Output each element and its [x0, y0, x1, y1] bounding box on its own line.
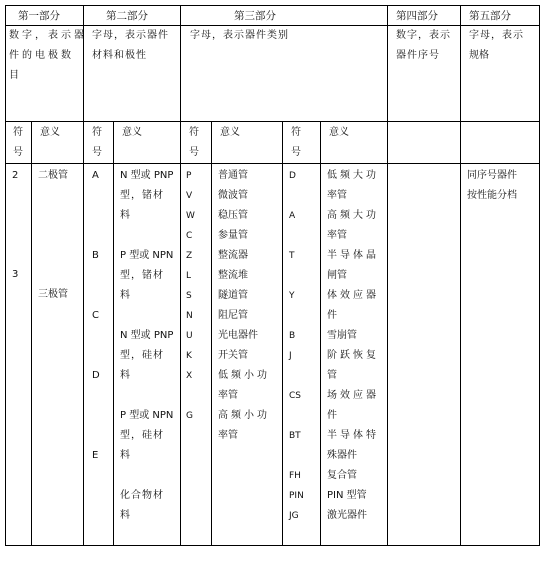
description-part4 [396, 26, 451, 66]
part2-meaning [120, 406, 173, 466]
table-rule [387, 5, 388, 546]
description-line: 字母，表示 [469, 30, 524, 41]
part2-meaning-line: N 型或 PNP [120, 170, 174, 181]
description-line: 字母，表示器件 [92, 30, 169, 41]
part3-meaning: 率管 [218, 430, 238, 441]
part3-meaning: 稳压管 [218, 210, 248, 221]
part3-symbol [289, 446, 304, 466]
description-line: 数字，表示器 [9, 30, 87, 41]
part2-meaning-line: 型，硅材 [120, 350, 164, 361]
part3-meaning: 参量管 [218, 230, 248, 241]
part3-meaning: 体效应器 [327, 290, 379, 301]
subheader-symbol-line: 号 [92, 147, 102, 158]
description-line: 件的电极数 [9, 50, 74, 61]
table-rule [180, 5, 181, 546]
subheader-symbol [13, 123, 23, 163]
part3-meaning: 殊器件 [327, 450, 357, 461]
header-part1: 第一部分 [18, 10, 60, 22]
part3-meaning: 高频大功 [327, 210, 379, 221]
part3-meaning: 场效应器 [327, 390, 379, 401]
part3-symbol: J [289, 351, 292, 361]
part3-meaning: 阻尼管 [218, 310, 248, 321]
part3-meaning: 件 [327, 410, 337, 421]
part3-meaning: 高频小功 [218, 410, 270, 421]
part3-meaning: 管 [327, 370, 337, 381]
part3-symbol: P [186, 171, 192, 181]
description-line: 规格 [469, 50, 489, 61]
subheader-symbol-line: 号 [189, 147, 199, 158]
part3-symbol: B [289, 331, 296, 341]
part2-meaning-line: N 型或 PNP [120, 330, 174, 341]
part3-symbol [289, 366, 304, 386]
table-rule [5, 545, 539, 546]
part3-symbol: V [186, 191, 193, 201]
subheader-meaning: 意义 [122, 127, 142, 138]
part2-meaning-line: 料 [120, 450, 130, 461]
description-line: 器件序号 [396, 50, 440, 61]
part3-symbol: U [186, 331, 193, 341]
part2-symbol: E [92, 450, 99, 461]
subheader-symbol-line: 符 [92, 127, 102, 138]
part5-line: 按性能分档 [467, 190, 517, 201]
subheader-meaning: 意义 [220, 127, 240, 138]
part3-symbol: BT [289, 431, 301, 441]
part3-symbol: N [186, 311, 193, 321]
part3-symbol: W [186, 211, 195, 221]
part2-meaning-line: 型，锗材 [120, 190, 164, 201]
part3-symbol: S [186, 291, 192, 301]
part3-meaning: 复合管 [327, 470, 357, 481]
part3-symbol: JG [289, 511, 299, 521]
table-rule [211, 121, 212, 545]
part3-symbol: X [186, 371, 193, 381]
description-line: 目 [9, 70, 19, 81]
part2-meaning [120, 326, 173, 386]
part3-meaning: 整流堆 [218, 270, 248, 281]
table-rule [320, 121, 321, 545]
table-rule [31, 121, 32, 545]
part2-meaning-line: 型，锗材 [120, 270, 164, 281]
part3-meaning: 普通管 [218, 170, 248, 181]
part3-meaning: 低频小功 [218, 370, 270, 381]
part2-symbol: D [92, 370, 100, 381]
part3-meaning: PIN 型管 [327, 490, 367, 501]
part5-line: 同序号器件 [467, 170, 517, 181]
part1-meaning: 三极管 [38, 289, 68, 300]
part2-meaning-line: 料 [120, 510, 130, 521]
table-rule [5, 5, 6, 546]
header-part3: 第三部分 [234, 10, 276, 22]
part3-symbol: T [289, 251, 295, 261]
part1-meaning: 二极管 [38, 170, 68, 181]
part3-symbol [289, 266, 304, 286]
subheader-meaning: 意义 [329, 127, 349, 138]
part2-meaning [120, 246, 173, 306]
part3-meaning: 低频大功 [327, 170, 379, 181]
subheader-symbol [92, 123, 102, 163]
description-line: 材料和极性 [92, 50, 147, 61]
subheader-symbol-line: 符 [189, 127, 199, 138]
part2-symbol: C [92, 310, 99, 321]
part5-body [467, 166, 517, 206]
part3-symbol: PIN [289, 491, 304, 501]
part3-right-meanings [327, 166, 379, 526]
table-rule [83, 5, 84, 546]
table-rule [460, 5, 461, 546]
part2-meaning [120, 486, 164, 526]
part3-meaning: 开关管 [218, 350, 248, 361]
description-part1 [9, 26, 87, 86]
subheader-symbol-line: 号 [291, 147, 301, 158]
part2-meaning-line: P 型或 NPN [120, 410, 174, 421]
part3-meaning: 件 [327, 310, 337, 321]
part3-symbol [186, 386, 195, 406]
part3-meaning: 半导体晶 [327, 250, 379, 261]
part3-meaning: 半导体特 [327, 430, 379, 441]
header-part2: 第二部分 [106, 10, 148, 22]
part2-meaning-line: 化合物材 [120, 490, 164, 501]
part3-meaning: 率管 [218, 390, 238, 401]
part3-meaning: 闸管 [327, 270, 347, 281]
header-part5: 第五部分 [469, 10, 511, 22]
part3-symbol: D [289, 171, 296, 181]
table-rule [5, 163, 539, 164]
part3-symbol: L [186, 271, 192, 281]
description-part2 [92, 26, 169, 66]
part2-meaning [120, 166, 173, 226]
part3-meaning: 整流器 [218, 250, 248, 261]
table-rule [5, 121, 539, 122]
description-line: 数字，表示 [396, 30, 451, 41]
part3-meaning: 率管 [327, 190, 347, 201]
subheader-symbol [189, 123, 199, 163]
part3-meaning: 隧道管 [218, 290, 248, 301]
part3-meaning: 率管 [327, 230, 347, 241]
part2-meaning-line: 料 [120, 370, 130, 381]
table-rule [113, 121, 114, 545]
part3-symbol [289, 186, 304, 206]
part3-symbol [289, 226, 304, 246]
part2-meaning-line: P 型或 NPN [120, 250, 174, 261]
part3-meaning: 阶跃恢复 [327, 350, 379, 361]
part3-symbol: G [186, 411, 193, 421]
part3-symbol: FH [289, 471, 301, 481]
subheader-symbol-line: 符 [13, 127, 23, 138]
subheader-symbol-line: 号 [13, 147, 23, 158]
part3-right-symbols [289, 166, 304, 526]
subheader-symbol [291, 123, 301, 163]
part2-meaning-line: 料 [120, 290, 130, 301]
subheader-symbol-line: 符 [291, 127, 301, 138]
part3-symbol: A [289, 211, 296, 221]
part3-symbol: Z [186, 251, 193, 261]
part2-symbol: B [92, 250, 99, 261]
part3-meaning: 光电器件 [218, 330, 258, 341]
table-rule [5, 5, 539, 6]
table-rule [539, 5, 540, 546]
header-part4: 第四部分 [396, 10, 438, 22]
part2-meaning-line: 料 [120, 210, 130, 221]
part3-symbol: Y [289, 291, 295, 301]
description-part5 [469, 26, 524, 66]
part3-symbol: C [186, 231, 193, 241]
table-rule [282, 121, 283, 545]
part3-meaning: 激光器件 [327, 510, 367, 521]
part3-symbol: CS [289, 391, 301, 401]
part3-symbol: K [186, 351, 192, 361]
part3-symbol [289, 406, 304, 426]
part2-meaning-line: 型，硅材 [120, 430, 164, 441]
part3-symbol [289, 306, 304, 326]
part2-symbol: A [92, 170, 99, 181]
part1-symbol: 2 [12, 170, 19, 181]
part3-meaning: 微波管 [218, 190, 248, 201]
part3-left-meanings [218, 166, 270, 446]
part3-left-symbols [186, 166, 195, 426]
part1-symbol: 3 [12, 269, 19, 280]
part3-meaning: 雪崩管 [327, 330, 357, 341]
subheader-meaning: 意义 [40, 127, 60, 138]
description-part3: 字母，表示器件类别 [190, 30, 289, 41]
